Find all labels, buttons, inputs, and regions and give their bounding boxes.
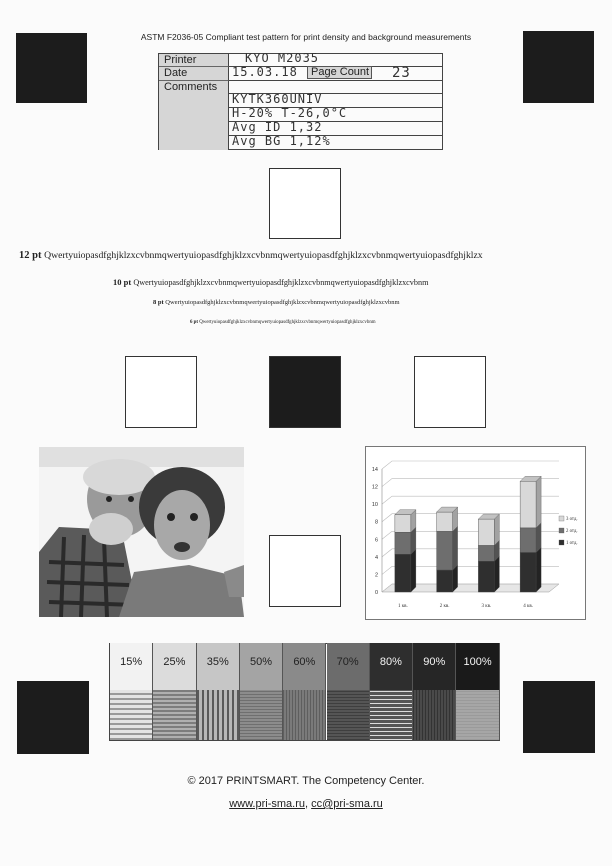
pattern-patch-5	[283, 690, 326, 740]
x-tick-label: 2 кв.	[439, 604, 450, 609]
stacked-bar-chart	[365, 446, 586, 620]
comment-line-4[interactable]: Avg BG 1,12%	[232, 134, 331, 148]
printer-label: Printer	[159, 54, 229, 67]
background-square-right	[414, 356, 486, 428]
text-sample: Qwertyuiopasdfghjklzxcvbnmqwertyuiopasdfghjklzxcvbnmqwertyuiopasdfghjklzxcvbnm	[165, 299, 400, 306]
pattern-patch-7	[370, 690, 413, 740]
date-label: Date	[159, 67, 229, 81]
bar-side	[494, 514, 499, 545]
bar-side	[453, 526, 458, 570]
pattern-patch-2	[153, 690, 196, 740]
x-tick-label: 4 кв.	[523, 604, 534, 609]
legend-swatch	[559, 528, 564, 533]
text-sample-12pt	[19, 250, 483, 261]
text-size-label: 6 pt	[190, 320, 199, 325]
legend-swatch	[559, 540, 564, 545]
email-link[interactable]: cc@pri-sma.ru	[311, 798, 383, 810]
legend-label: 2 отд.	[566, 529, 578, 534]
text-sample-10pt	[113, 277, 428, 287]
text-sample-6pt	[190, 320, 376, 325]
page-title: ASTM F2036-05 Compliant test pattern for print density and background measurements	[140, 32, 472, 42]
text-size-label: 12 pt	[19, 250, 42, 261]
background-square-top	[269, 168, 341, 239]
gridline	[382, 461, 559, 469]
footer-contacts	[0, 798, 612, 810]
gray-patch-15pct: 15%	[110, 643, 153, 690]
comment-line-2[interactable]: H-20% T-26,0°C	[232, 106, 348, 120]
footer-separator: ,	[305, 798, 312, 810]
bar-segment	[520, 528, 536, 553]
pattern-patch-4	[240, 690, 283, 740]
bar-segment	[520, 552, 536, 592]
gray-patch-50pct: 50%	[240, 643, 283, 690]
background-square-left	[125, 356, 197, 428]
gray-patch-90pct: 90%	[413, 643, 456, 690]
y-tick-label: 6	[374, 537, 378, 544]
footer-copyright: © 2017 PRINTSMART. The Competency Center.	[187, 775, 425, 787]
bar-side	[411, 549, 416, 592]
sample-photo	[39, 447, 244, 617]
printer-value[interactable]: KYO M2035	[245, 51, 320, 65]
gray-patch-25pct: 25%	[153, 643, 196, 690]
pattern-patch-9	[456, 690, 499, 740]
page-count-label: Page Count	[307, 66, 372, 79]
legend-swatch	[559, 516, 564, 521]
text-sample-8pt	[153, 299, 400, 306]
legend-label: 3 отд.	[566, 517, 578, 522]
text-size-label: 8 pt	[153, 299, 164, 306]
y-tick-label: 0	[374, 590, 378, 596]
y-tick-label: 14	[371, 467, 378, 473]
bar-segment	[437, 531, 453, 570]
pattern-patch-8	[413, 690, 456, 740]
text-size-label: 10 pt	[113, 277, 132, 287]
y-tick-label: 4	[374, 554, 378, 561]
comments-label: Comments	[159, 81, 229, 150]
y-tick-label: 12	[371, 484, 378, 491]
text-sample: Qwertyuiopasdfghjklzxcvbnmqwertyuiopasdfghjklzxcvbnmqwertyuiopasdfghjklzxcvbnm	[133, 278, 429, 287]
bar-segment	[437, 570, 453, 592]
bar-side	[494, 556, 499, 592]
gray-patch-35pct: 35%	[197, 643, 240, 690]
y-tick-label: 2	[374, 572, 378, 579]
bar-segment	[478, 561, 494, 592]
pattern-patch-3	[197, 690, 240, 740]
gray-patch-100pct: 100%	[456, 643, 499, 690]
page-count-value[interactable]: 23	[392, 65, 411, 81]
gray-patch-60pct: 60%	[283, 643, 326, 690]
pattern-patch-6	[327, 690, 370, 740]
corner-mark-bottom-left	[17, 681, 89, 754]
bar-segment	[437, 512, 453, 531]
x-tick-label: 1 кв.	[397, 604, 408, 609]
pattern-patch-1	[110, 690, 153, 740]
x-tick-label: 3 кв.	[481, 604, 492, 609]
gray-patch-70pct: 70%	[327, 643, 370, 690]
bar-segment	[478, 519, 494, 545]
bar-segment	[395, 515, 411, 533]
background-square-middle	[269, 535, 341, 607]
bar-segment	[520, 481, 536, 528]
legend-label: 1 отд.	[566, 541, 578, 546]
corner-mark-top-left	[16, 33, 87, 103]
bar-side	[536, 547, 541, 592]
comment-line-1[interactable]: KYTK360UNIV	[232, 92, 323, 106]
comment-line-3[interactable]: Avg ID 1,32	[232, 120, 323, 134]
text-sample: Qwertyuiopasdfghjklzxcvbnmqwertyuiopasdfghjklzxcvbnmqwertyuiopasdfghjklzxcvbnm	[199, 320, 376, 325]
text-sample: Qwertyuiopasdfghjklzxcvbnmqwertyuiopasdfghjklzxcvbnmqwertyuiopasdfghjklzxcvbnmqwertyuiopasdfghjklzx	[44, 250, 483, 261]
y-tick-label: 8	[374, 519, 378, 526]
date-value[interactable]: 15.03.18	[232, 65, 298, 79]
y-tick-label: 10	[371, 502, 378, 509]
bar-segment	[395, 532, 411, 554]
gray-patch-80pct: 80%	[370, 643, 413, 690]
corner-mark-bottom-right	[523, 681, 595, 753]
chart-canvas	[366, 447, 585, 619]
bar-side	[536, 476, 541, 528]
density-square-black	[269, 356, 341, 428]
website-link[interactable]: www.pri-sma.ru	[229, 798, 305, 810]
bar-segment	[478, 545, 494, 561]
bar-segment	[395, 554, 411, 592]
